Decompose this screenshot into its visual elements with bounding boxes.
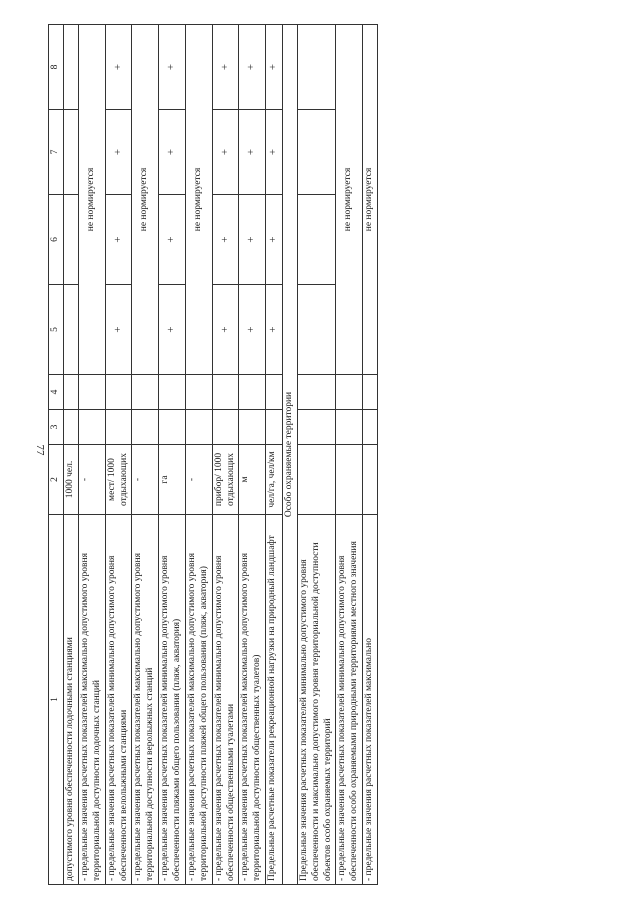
indicator-name: - предельные значения расчетных показателей минимально допустимого уровня обеспеченности особо охраняемыми природными территориями местного значения [336,515,363,885]
column-header: 7 [49,110,64,195]
empty-cell [64,410,79,445]
indicator-name: - предельные значения расчетных показателей минимально допустимого уровня обеспеченности общественными туалетами [212,515,239,885]
mark-cell: + [159,285,186,375]
mark-cell: + [105,285,132,375]
column-header: 3 [49,410,64,445]
mark-cell [266,375,283,410]
table-row [159,25,186,885]
mark-cell: + [239,285,266,375]
mark-cell [159,375,186,410]
empty-cell [297,285,336,375]
not-normalized-cell: не нормируется [363,25,378,375]
unit-cell: - [185,445,212,515]
empty-cell [132,375,159,410]
header-row [49,25,64,885]
not-normalized-cell: не нормируется [78,25,105,375]
unit-cell: - [78,445,105,515]
table-row [105,25,132,885]
mark-cell: + [159,195,186,285]
table-row [212,25,239,885]
not-normalized-cell: не нормируется [132,25,159,375]
mark-cell [212,410,239,445]
empty-cell [64,285,79,375]
mark-cell [239,410,266,445]
unit-cell: м [239,445,266,515]
empty-cell [336,375,363,410]
indicator-name: допустимого уровня обеспеченности лодочными станциями [64,515,79,885]
table-row [185,25,212,885]
unit-cell: чел/га, чел/км [266,445,283,515]
unit-cell: - [132,445,159,515]
empty-cell [64,195,79,285]
empty-cell [336,410,363,445]
empty-cell [64,110,79,195]
unit-cell: мест/ 1000 отдыхающих [105,445,132,515]
mark-cell [105,375,132,410]
table-row [78,25,105,885]
empty-cell [363,410,378,445]
column-header: 5 [49,285,64,375]
empty-cell [78,410,105,445]
mark-cell: + [212,25,239,110]
column-header: 2 [49,445,64,515]
indicator-name: - предельные значения расчетных показателей максимально допустимого уровня территориальной доступности общественных туалетов) [239,515,266,885]
empty-cell [78,375,105,410]
mark-cell: + [159,110,186,195]
mark-cell [159,410,186,445]
empty-cell [297,110,336,195]
mark-cell: + [239,195,266,285]
column-header: 4 [49,375,64,410]
unit-cell: га [159,445,186,515]
table-row [132,25,159,885]
mark-cell: + [105,110,132,195]
empty-cell [297,375,336,410]
indicator-name: - предельные значения расчетных показателей максимально допустимого уровня территориальной доступности пляжей общего пользования (пляж, акватория) [185,515,212,885]
table-row [363,25,378,885]
not-normalized-cell: не нормируется [185,25,212,375]
unit-cell: 1000 чел. [64,445,79,515]
mark-cell: + [212,195,239,285]
empty-cell [297,410,336,445]
empty-cell [64,25,79,110]
table-row [297,25,336,885]
mark-cell: + [105,25,132,110]
empty-cell [185,410,212,445]
mark-cell: + [105,195,132,285]
mark-cell: + [239,25,266,110]
mark-cell [266,410,283,445]
unit-cell [336,445,363,515]
column-header: 1 [49,515,64,885]
norms-table [48,24,378,885]
table-row [266,25,283,885]
mark-cell: + [212,110,239,195]
unit-cell: прибор/ 1000 отдыхающих [212,445,239,515]
section-row [282,25,297,885]
mark-cell [212,375,239,410]
indicator-name: - предельные значения расчетных показателей максимально допустимого уровня территориальной доступности лодочных станций [78,515,105,885]
mark-cell: + [159,25,186,110]
rotated-page [48,25,623,885]
mark-cell: + [266,25,283,110]
table-row [64,25,79,885]
unit-cell [363,445,378,515]
empty-cell [363,375,378,410]
table-row [336,25,363,885]
column-header: 8 [49,25,64,110]
indicator-name: Предельные значения расчетных показателей минимально допустимого уровня обеспеченности и максимально допустимого уровня территориальной доступности объектов особо охраняемых территорий [297,515,336,885]
mark-cell [105,410,132,445]
mark-cell: + [239,110,266,195]
mark-cell: + [266,195,283,285]
empty-cell [297,195,336,285]
mark-cell: + [266,110,283,195]
page-number: 77 [34,444,46,456]
section-title: Особо охраняемые территории [282,25,297,885]
indicator-name: - предельные значения расчетных показателей минимально допустимого уровня обеспеченности пляжами общего пользования (пляж, акватория) [159,515,186,885]
indicator-name: - предельные значения расчетных показателей максимально [363,515,378,885]
column-header: 6 [49,195,64,285]
table-row [239,25,266,885]
mark-cell: + [212,285,239,375]
unit-cell [297,445,336,515]
indicator-name: - предельные значения расчетных показателей минимально допустимого уровня обеспеченности велолыжными станциями [105,515,132,885]
empty-cell [185,375,212,410]
table-body [64,25,378,885]
empty-cell [132,410,159,445]
not-normalized-cell: не нормируется [336,25,363,375]
mark-cell: + [266,285,283,375]
empty-cell [297,25,336,110]
indicator-name: - предельные значения расчетных показателей максимально допустимого уровня территориальной доступности веролыжных станций [132,515,159,885]
indicator-name: Предельные расчетные показатели рекреационной нагрузки на природный ландшафт [266,515,283,885]
empty-cell [64,375,79,410]
mark-cell [239,375,266,410]
